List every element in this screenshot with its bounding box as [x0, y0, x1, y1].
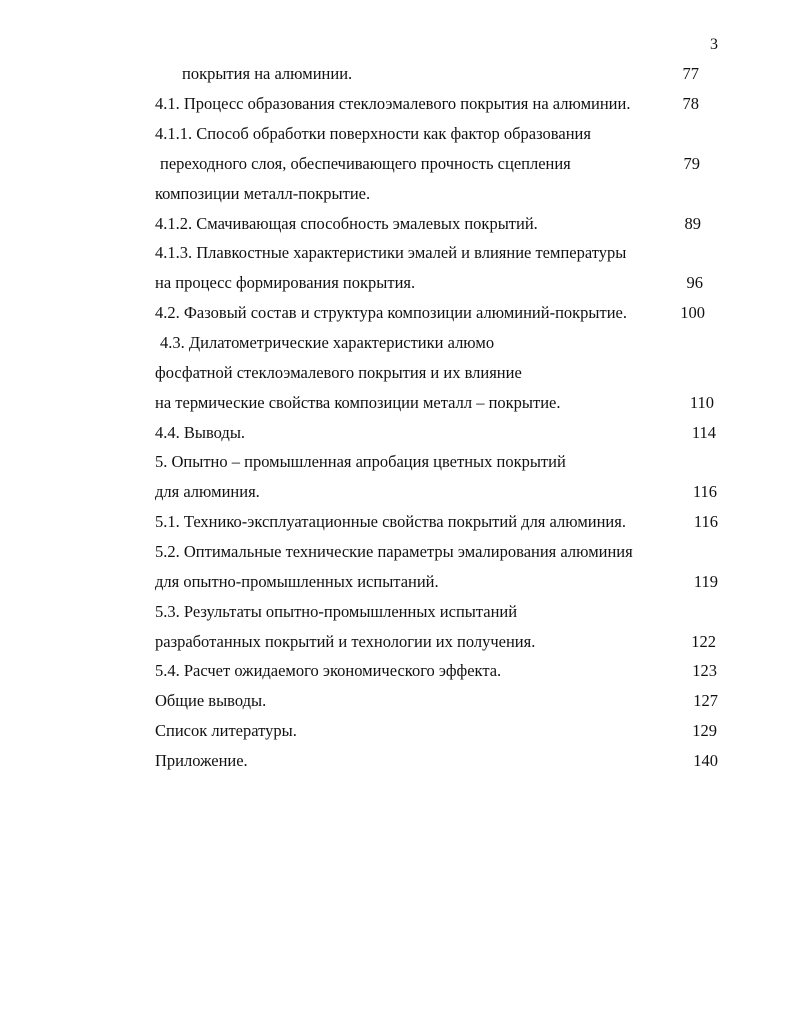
- toc-line: 5. Опытно – промышленная апробация цветных покрытий: [155, 452, 566, 471]
- toc-page-number: 79: [683, 154, 700, 173]
- toc-line: переходного слоя, обеспечивающего прочность сцепления: [160, 154, 571, 173]
- toc-page-number: 127: [693, 691, 718, 710]
- toc-line: 5.1. Технико-эксплуатационные свойства покрытий для алюминия.: [155, 512, 626, 531]
- toc-line: 5.3. Результаты опытно-промышленных испытаний: [155, 602, 518, 621]
- toc-line: 5.2. Оптимальные технические параметры эмалирования алюминия: [155, 542, 633, 561]
- toc-line: 5.4. Расчет ожидаемого экономического эффекта.: [155, 661, 502, 680]
- toc-line: на термические свойства композиции металл – покрытие.: [155, 393, 561, 412]
- toc-line: разработанных покрытий и технологии их получения.: [155, 632, 536, 651]
- toc-page-number: 110: [689, 393, 714, 412]
- toc-line: композиции металл-покрытие.: [155, 184, 371, 203]
- toc-page-number: 78: [682, 94, 699, 113]
- toc-line: 4.2. Фазовый состав и структура композиции алюминий-покрытие.: [155, 303, 627, 322]
- toc-page-number: 114: [691, 423, 716, 442]
- toc-line: для опытно-промышленных испытаний.: [155, 572, 439, 591]
- toc-page-number: 129: [692, 721, 717, 740]
- toc-page-number: 116: [692, 482, 717, 501]
- toc-page-number: 119: [693, 572, 718, 591]
- toc-line: 4.1.1. Способ обработки поверхности как фактор образования: [155, 124, 591, 143]
- toc-page-number: 96: [686, 273, 703, 292]
- toc-line: 4.1.3. Плавкостные характеристики эмалей и влияние температуры: [155, 243, 627, 262]
- toc-line: для алюминия.: [155, 482, 260, 501]
- toc-page-number: 116: [693, 512, 718, 531]
- toc-page-number: 122: [691, 632, 716, 651]
- toc-page-number: 89: [684, 214, 701, 233]
- toc-line: 4.3. Дилатометрические характеристики алюмо: [160, 333, 495, 352]
- toc-line: Приложение.: [155, 751, 248, 770]
- toc-page-number: 100: [680, 303, 705, 322]
- toc-page-number: 77: [682, 64, 699, 83]
- toc-line: Общие выводы.: [155, 691, 267, 710]
- toc-line: 4.1. Процесс образования стеклоэмалевого покрытия на алюминии.: [155, 94, 631, 113]
- toc-line: 4.1.2. Смачивающая способность эмалевых покрытий.: [155, 214, 538, 233]
- toc-line: покрытия на алюминии.: [182, 64, 353, 83]
- toc-page-number: 140: [693, 751, 718, 770]
- toc-line: Список литературы.: [155, 721, 297, 740]
- toc-line: на процесс формирования покрытия.: [155, 273, 416, 292]
- toc-line: фосфатной стеклоэмалевого покрытия и их влияние: [155, 363, 522, 382]
- page-number: 3: [710, 36, 718, 53]
- toc-page-number: 123: [692, 661, 717, 680]
- toc-line: 4.4. Выводы.: [155, 423, 246, 442]
